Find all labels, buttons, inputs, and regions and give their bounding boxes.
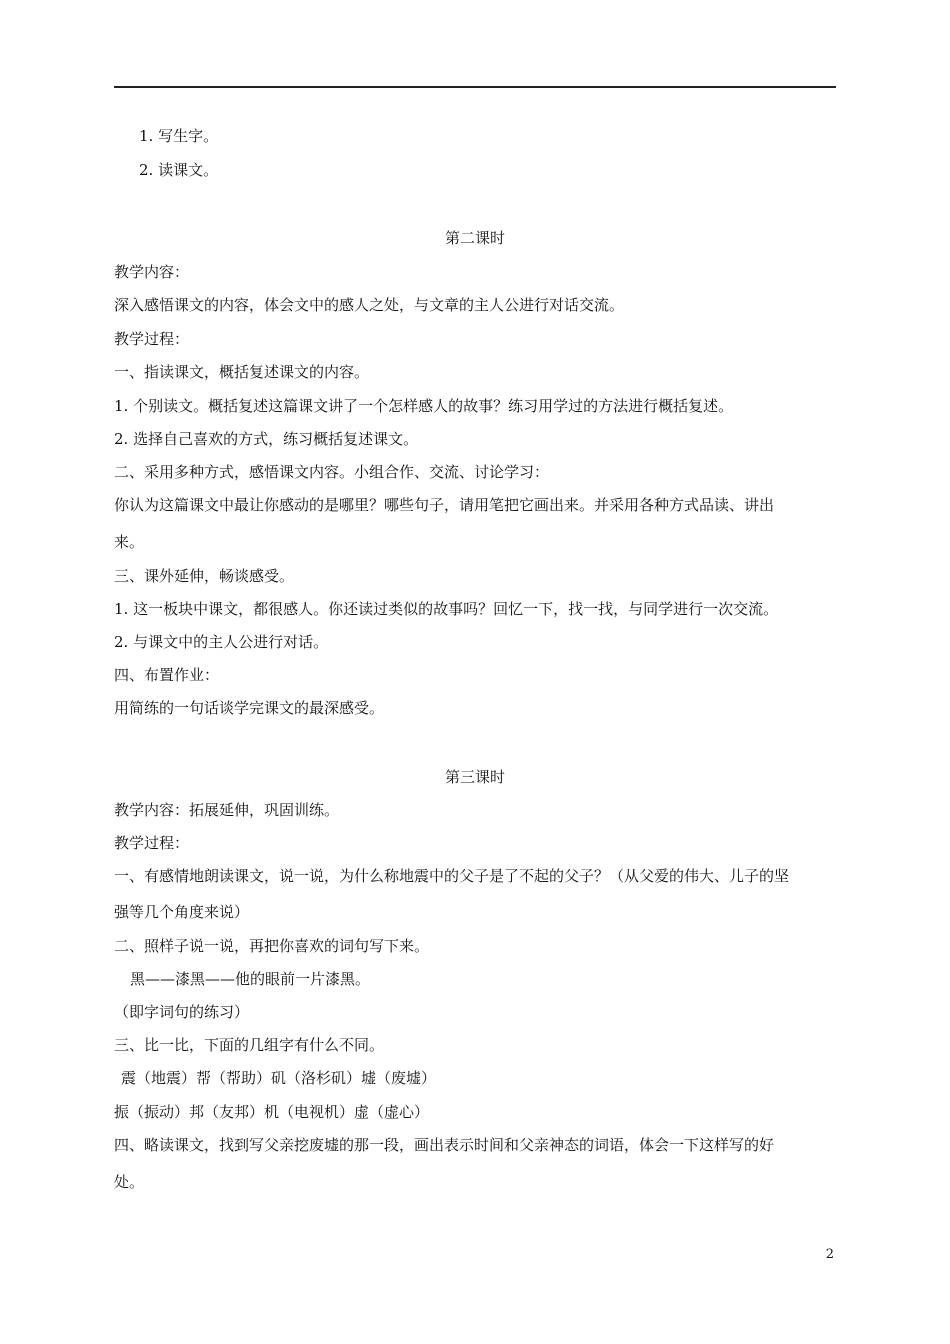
paragraph: 1. 个别读文。概括复述这篇课文讲了一个怎样感人的故事？练习用学过的方法进行概括复述。 (114, 397, 734, 415)
section-title: 第三课时 (444, 768, 505, 786)
paragraph: 三、比一比，下面的几组字有什么不同。 (114, 1036, 385, 1054)
page-number: 2 (825, 1247, 834, 1262)
header-rule (114, 86, 836, 88)
paragraph: 强等几个角度来说） (114, 903, 250, 921)
paragraph: 1. 这一板块中课文，都很感人。你还读过类似的故事吗？回忆一下，找一找，与同学进行一次交流。 (114, 600, 779, 618)
paragraph: 你认为这篇课文中最让你感动的是哪里？哪些句子，请用笔把它画出来。并采用各种方式品读、讲出 (114, 496, 775, 514)
paragraph: 用简练的一句话谈学完课文的最深感受。 (114, 699, 385, 717)
paragraph: 四、布置作业： (114, 666, 220, 684)
paragraph: 2. 选择自己喜欢的方式，练习概括复述课文。 (114, 430, 419, 448)
char-compare-row: 振（振动）邦（友邦）机（电视机）虚（虚心） (114, 1103, 430, 1121)
content-label: 教学内容： (114, 263, 190, 281)
char-compare-row: 震（地震）帮（帮助）矶（洛杉矶）墟（废墟） (121, 1069, 437, 1087)
paragraph: （即字词句的练习） (114, 1003, 250, 1021)
paragraph: 二、采用多种方式，感悟课文内容。小组合作、交流、讨论学习： (114, 463, 550, 481)
paragraph: 一、指读课文，概括复述课文的内容。 (114, 363, 370, 381)
paragraph: 2. 与课文中的主人公进行对话。 (114, 633, 329, 651)
paragraph: 三、课外延伸，畅谈感受。 (114, 567, 295, 585)
paragraph: 处。 (114, 1173, 145, 1191)
paragraph: 一、有感情地朗读课文，说一说，为什么称地震中的父子是了不起的父子？（从父爱的伟大、儿子的坚 (114, 867, 790, 885)
paragraph: 二、照样子说一说，再把你喜欢的词句写下来。 (114, 937, 430, 955)
paragraph: 深入感悟课文的内容，体会文中的感人之处，与文章的主人公进行对话交流。 (114, 296, 625, 314)
list-item: 2. 读课文。 (139, 161, 219, 179)
paragraph: 来。 (114, 533, 145, 551)
process-label: 教学过程： (114, 330, 190, 348)
section-title: 第二课时 (444, 229, 505, 247)
paragraph: 四、略读课文，找到写父亲挖废墟的那一段，画出表示时间和父亲神态的词语，体会一下这样写的好 (114, 1136, 775, 1154)
content-label: 教学内容：拓展延伸，巩固训练。 (114, 801, 340, 819)
example-line: 黑——漆黑——他的眼前一片漆黑。 (130, 970, 371, 988)
process-label: 教学过程： (114, 834, 190, 852)
list-item: 1. 写生字。 (139, 127, 219, 145)
